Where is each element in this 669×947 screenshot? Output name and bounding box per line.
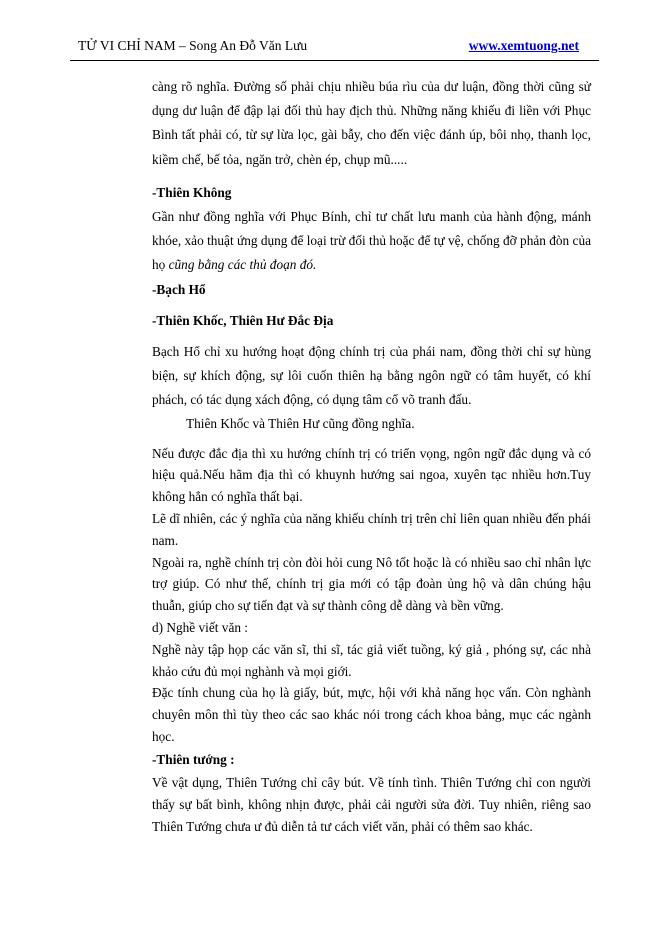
paragraph: Về vật dụng, Thiên Tướng chỉ cây bút. Về tính tình. Thiên Tướng chỉ con người thấy sự bất bình, không nhịn được, phải cải người sửa đời. Tuy nhiên, riêng sao Thiên Tướng chưa ư đủ diễn tả tư cách viết văn, phải có thêm sao khác. — [152, 774, 591, 834]
paragraph — [152, 205, 591, 278]
paragraph: d) Nghề viết văn : — [152, 620, 249, 635]
section-heading-thien-khong: -Thiên Không — [152, 184, 232, 200]
paragraph: Thiên Khốc và Thiên Hư cũng đồng nghĩa. — [186, 416, 415, 432]
paragraph-text-italic: cũng bằng các thủ đoạn đó. — [165, 257, 317, 273]
document-body — [70, 75, 599, 837]
section-heading-thien-tuong: -Thiên tướng : — [152, 751, 235, 767]
paragraph-text: Gần như đồng nghĩa với Phục Bính, chỉ tư chất lưu manh của hành động, mánh khóe, xảo thuật ứng dụng để loại trừ đối thủ hoặc để tự vệ, chống đỡ phản đòn của họ — [152, 208, 591, 273]
paragraph: Nghề này tập họp các văn sĩ, thi sĩ, tác giả viết tuồng, ký giả , phóng sự, các nhà khảo cứu đủ mọi nghành và mọi giới. — [152, 641, 591, 679]
section-heading-bach-ho: -Bạch Hổ — [152, 281, 206, 297]
paragraph: Nếu được đắc địa thì xu hướng chính trị có triển vọng, ngôn ngữ đắc dụng và có hiệu quả.Nếu hãm địa thì có khuynh hướng sai ngoa, xuyên tạc nhiều hơn.Tuy không hẳn có nghĩa thất bại. — [152, 445, 591, 505]
section-heading-thien-khoc: -Thiên Khốc, Thiên Hư Đắc Địa — [152, 312, 334, 328]
header-book-title: TỬ VI CHỈ NAM – Song An Đỗ Văn Lưu — [78, 38, 308, 53]
paragraph: càng rõ nghĩa. Đường số phải chịu nhiều búa rìu của dư luận, đồng thời cũng sử dụng dư luận để đập lại đối thủ hay địch thủ. Những năng khiếu đi liền với Phục Bình tất phải có, từ sự lừa lọc, gài bẫy, cho đến việc đánh úp, bôi nhọ, thanh lọc, kiềm chế, bế tỏa, ngăn trở, chèn ép, chụp mũ..... — [152, 79, 591, 167]
header-divider — [70, 60, 599, 61]
paragraph: Bạch Hổ chỉ xu hướng hoạt động chính trị của phái nam, đồng thời chỉ sự hùng biện, sự khích động, sự lôi cuốn thiên hạ bằng ngôn ngữ có tâm huyết, có khí phách, có tác dụng xách động, có dụng tâm cổ võ tranh đấu. — [152, 343, 591, 408]
paragraph: Ngoài ra, nghề chính trị còn đòi hỏi cung Nô tốt hoặc là có nhiều sao chỉ nhân lực trợ giúp. Có như thế, chính trị gia mới có tập đoàn ủng hộ và dân chúng hậu thuẫn, giúp cho sự tiến đạt và sự thành công dễ dàng và bền vững. — [152, 554, 591, 614]
paragraph: Đặc tính chung của họ là giấy, bút, mực, hội với khả năng học vấn. Còn nghành chuyên môn thì tùy theo các sao khác nói trong cách khoa bảng, mục các ngành học. — [152, 685, 591, 744]
paragraph: Lẽ dĩ nhiên, các ý nghĩa của năng khiếu chính trị trên chỉ liên quan nhiều đến phái nam. — [152, 511, 591, 548]
header-website-link[interactable]: www.xemtuong.net — [468, 38, 579, 53]
page-header — [70, 38, 599, 54]
